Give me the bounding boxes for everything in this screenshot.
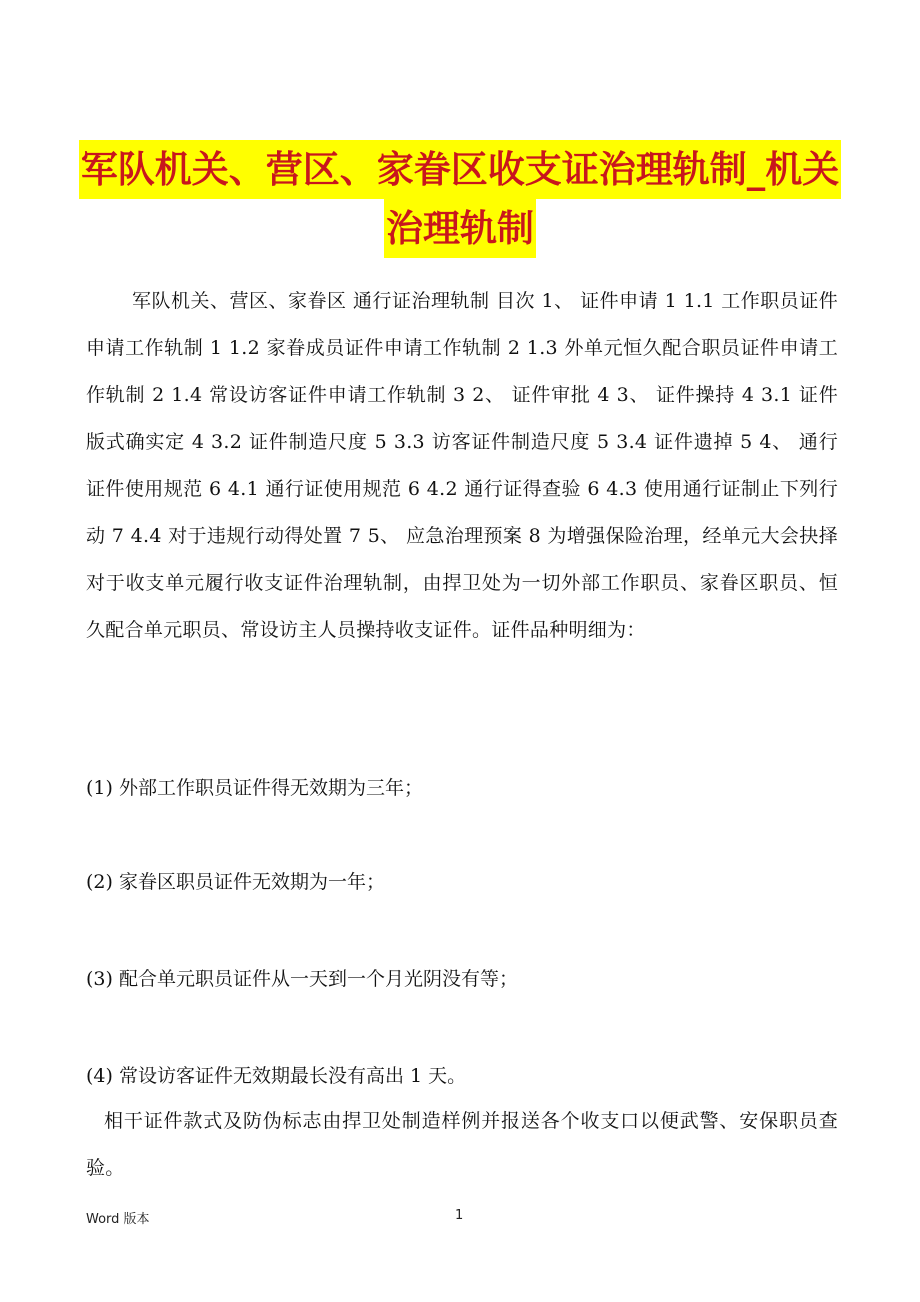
footer-label: Word 版本 bbox=[86, 1212, 150, 1227]
document-title bbox=[60, 140, 860, 258]
list-item: (2) 家眷区职员证件无效期为一年； bbox=[86, 871, 385, 893]
list-item: (1) 外部工作职员证件得无效期为三年； bbox=[86, 777, 423, 799]
list-item: (3) 配合单元职员证件从一天到一个月光阴没有等； bbox=[86, 968, 518, 990]
title-line-1: 军队机关、营区、家眷区收支证治理轨制_机关 bbox=[79, 140, 842, 199]
toc-paragraph: 军队机关、营区、家眷区 通行证治理轨制 目次 1、 证件申请 1 1.1 工作职员证件申请工作轨制 1 1.2 家眷成员证件申请工作轨制 2 1.3 外单元恒久配合职员证件申请工作轨制 2 1.4 常设访客证件申请工作轨制 3 2、 证件审批 4 3、 证件操持 4 3.1 证件版式确实定 4 3.2 证件制造尺度 5 3.3 访客证件制造尺度 5 3.4 证件遗掉 5 4、 通行证件使用规范 6 4.1 通行证使用规范 6 4.2 通行证得查验 6 4.3 使用通行证制止下列行动 7 4.4 对于违规行动得处置 7 5、 应急治理预案 8 为增强保险治理，经单元大会抉择对于收支单元履行收支证件治理轨制，由捍卫处为一切外部工作职员、家眷区职员、恒久配合单元职员、常设访主人员操持收支证件。证件品种明细为： bbox=[86, 290, 838, 641]
page-number: 1 bbox=[455, 1208, 464, 1223]
list-item: (4) 常设访客证件无效期最长没有高出 1 天。 bbox=[86, 1065, 467, 1087]
title-line-2: 治理轨制 bbox=[384, 199, 536, 258]
closing-paragraph: 相干证件款式及防伪标志由捍卫处制造样例并报送各个收支口以便武警、安保职员查验。 bbox=[86, 1110, 838, 1179]
